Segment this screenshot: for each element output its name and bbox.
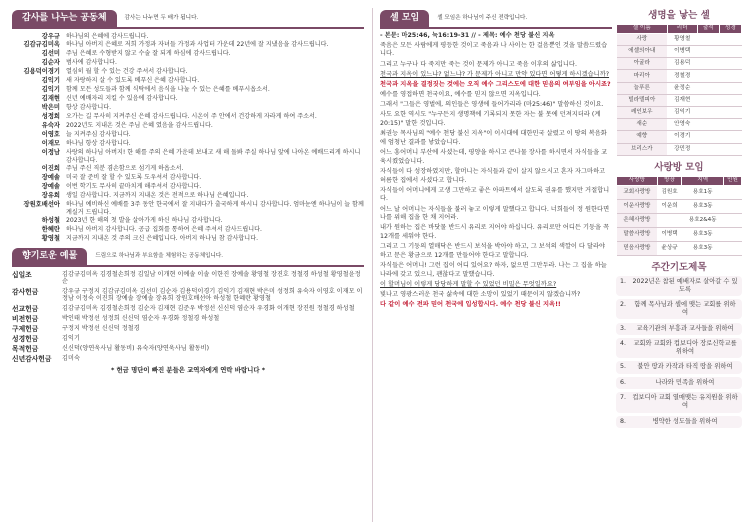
table-cell [724,241,742,255]
offering-category: 비전헌금 [12,314,39,323]
table-cell [719,107,741,119]
table-cell [657,213,681,227]
thanks-text: 하나님 항상 감사합니다. [66,139,131,147]
thanks-row [12,235,364,243]
thanks-text: 신년 예배자리 지킬 수 있음에 감사합니다. [66,95,178,103]
prayer-number: 1. [620,277,627,285]
thanks-name: 이정남 [41,148,60,156]
thanks-text: 열심히 월 할 수 있는 건강 주셔서 감사합니다. [66,68,188,76]
thanks-row [12,192,364,200]
offering-list [12,271,364,363]
thanks-row [12,33,364,41]
table-cell: 사랑 [617,33,668,45]
sermon-body [380,32,612,311]
table-cell [697,58,719,70]
cell-meeting-header [380,10,612,27]
cell-meeting-title: 셀 모임 [380,10,429,27]
offering-names: 박인태 박정선 성정희 신신덕 염순자 우경화 정철경 하성철 [62,314,220,322]
right-column [616,10,742,431]
table-row [617,94,742,106]
thanks-list [12,33,364,244]
prayer-item [616,361,742,373]
table-row [617,119,742,131]
table-cell: 아굴라 [617,58,668,70]
table-row [617,107,742,119]
thanks-text: 새 자랑하지 살 수 있도록 베푸신 은혜 감사합니다. [66,77,200,85]
table-row [617,227,742,241]
table-cell: 용호2&4동 [682,213,724,227]
thanks-row [12,140,364,148]
thanks-name: 김감규김미옥 [23,41,60,49]
table-cell: 이병택 [657,227,681,241]
section-divider [12,27,364,29]
prayer-number: 8. [620,417,627,425]
thanks-row [12,217,364,225]
table-cell: 김익기 [667,107,697,119]
table-header: 사랑방 [617,176,658,185]
offering-names: 김감규김미옥 김경철손희정 김일남 이개현 이예솔 이솔 이한진 장예솔 황영철 장진호 정철경 하성철 황영철윤정순 [62,270,361,286]
thanks-name: 황영철 [41,235,60,243]
table-cell: 용호1동 [682,185,724,199]
sermon-paragraph: 빛나고 영광스러운 천국 삶속에 대한 소망이 있었기 때문이지 않겠습니까? [380,291,581,299]
thanks-name: 장유희 [41,192,60,200]
prayer-text: 함께 목사님과 셀에 맺는 교회를 위하여 [634,301,736,317]
thanks-section-header [12,10,364,27]
prayer-number: 5. [620,363,627,371]
offering-names: 신신덕(양연욱사님 활동비) 유숙자(양연욱사님 활동비) [62,344,210,352]
table-cell: 은혜사랑방 [617,213,658,227]
cells-title: 생명을 낳는 셀 [648,10,710,21]
thanks-row [12,113,364,121]
table-cell [697,82,719,94]
offering-row [12,325,364,333]
sermon-paragraph: 최권능 목사님의 "예수 천당 불신 지옥"이 이시대에 대한민국 살렸고 이 땅의 복음화에 엄청난 결과를 낳았습니다. [380,129,607,146]
thanks-row [12,226,364,234]
table-cell: 빌라델피아 [617,94,668,106]
thanks-name: 김재현 [41,95,60,103]
table-cell: 마리아 [617,70,668,82]
thanks-text: 이번 학기도 무사히 끝마치게 해주셔서 감사합니다. [66,183,202,191]
table-cell [697,46,719,58]
cell-meeting-subtitle: 셀 모임은 하나님이 주신 전략입니다. [437,15,528,21]
table-cell: 김용덕 [667,58,697,70]
sermon-paragraph: 천국과 지옥이 있느냐? 없느냐? 가 문제가 아니고 만약 있다면 어떻게 하시겠습니까? [380,70,610,78]
prayer-number: 2. [620,301,627,309]
table-row [617,199,742,213]
table-cell [724,227,742,241]
table-cell: 이운희 [657,199,681,213]
prayer-item [616,377,742,389]
table-cell [697,94,719,106]
prayer-text: 컵보디아 교회 열매맺는 유지원을 위하여 [632,394,738,410]
prayer-text: 불안 땅과 카작과 타직 땅을 위하여 [637,363,733,371]
sermon-paragraph: 예수를 영접하면 천국이요, 예수를 믿지 않으면 지옥입니다. [380,90,541,98]
sermon-paragraph: 사도 요한 역시도 "누구든지 생명책에 기록되지 못한 자는 불 못에 던져지더라 (계20:15)" 말한 것입니다. [380,110,601,127]
sermon-paragraph: - 본문: 마25:46, 눅16:19-31 // - 제목: 예수 천당 불신 지옥 [380,31,555,39]
offering-names: 김미숙 [62,354,80,362]
table-cell [719,131,741,143]
table-header: 인원 [724,176,742,185]
sermon-paragraph: 자식들이 다 성장하였지만, 할머니는 자식들과 같이 살지 않으시고 혼자 자그마하고 허름한 집에서 사셨다고 합니다. [380,167,606,184]
thanks-row [12,122,364,130]
thanks-text: 생일 감사합니다. 지금까지 지내온 것은 전적으로 하나님 은혜입니다. [66,192,249,200]
prayer-number: 7. [620,394,627,402]
thanks-text: 하나님 아버지 은혜로 저희 가정과 자녀들 가정과 사업터 가운데 22년에 잘 지냈음을 감사드립니다. [66,41,329,49]
offering-category: 선교헌금 [12,304,39,313]
offering-category: 성경헌금 [12,334,39,343]
table-cell: 말씀사랑방 [617,227,658,241]
table-cell [719,119,741,131]
offering-note: * 헌금 명단이 빠진 분들은 교역자에게 연락 바랍니다 * [110,366,266,374]
prayer-text: 나라와 민족을 위하여 [655,378,715,386]
table-cell: 윤정순 [667,82,697,94]
thanks-row [12,86,364,94]
thanks-name: 장예솔 [41,174,60,182]
thanks-text: 사랑의 하나님 아버지! 한 해를 주의 은혜 가운데 보내고 새 해 돌봐 주실 하나님 앞에 나아온 예배드리게 하시니 감사합니다. [66,148,361,164]
thanks-text: 주님 주신 직분 겸손함으로 섬기게 하옵소서. [66,165,184,173]
table-header: 방장 [657,176,681,185]
table-cell: 이병택 [667,46,697,58]
table-cell: 믿음사랑방 [617,241,658,255]
table-cell: 김원호 [657,185,681,199]
offering-category: 목적헌금 [12,344,39,353]
thanks-name: 하성철 [41,217,60,225]
table-cell [719,94,741,106]
table-cell [719,143,741,155]
thanks-name: 성정희 [41,113,60,121]
prayer-item [616,392,742,412]
table-cell: 예향 [617,131,668,143]
table-cell [719,70,741,82]
offering-row [12,335,364,343]
prayer-list [616,276,742,428]
table-cell: 이운사랑방 [617,199,658,213]
table-cell: 이경기 [667,131,697,143]
prayer-item [616,323,742,335]
table-header: 셀 이름 [617,24,668,33]
table-cell: 교회사랑방 [617,185,658,199]
sermon-paragraph: 자식들은 어머니! 그런 집이 어디 있어요? 하자, 없으면 그만두라. 나는 그 집을 하늘나라에 갖고 있으니, 괜찮다고 말했습니다. [380,262,607,279]
table-cell [719,46,741,58]
table-cell [724,213,742,227]
table-cell [719,82,741,94]
thanks-row [12,183,364,191]
thanks-text: 하나님 아버지 감사합니다. 공급 집회를 통하여 은혜 주셔서 감사드립니다. [66,226,262,234]
table-cell: 늘푸른 [617,82,668,94]
column-divider [372,8,373,522]
offering-section-title: 향기로운 예물 [12,248,87,265]
prayer-text: 교육기관의 부흥과 교사들을 위하여 [636,324,734,332]
offering-names: 강우규 구정지 김감규김미옥 김선미 김순자 김용덕이경기 김익기 김재현 박은미 성정희 유숙자 이영호 이재모 이정남 이정숙 이진희 장예솔 장예솔 장유희 장원호배선아 하성철 한혜란 황영철 [62,287,363,303]
prayer-title: 주간기도제목 [651,261,707,273]
table-cell [697,33,719,45]
table-cell [697,107,719,119]
thanks-section-title: 감사를 나누는 공동체 [12,10,117,27]
love-rooms-table [616,176,742,256]
prayer-item [616,416,742,428]
thanks-section-subtitle: 감사는 나누면 두 배가 됩니다. [124,15,199,21]
offering-category: 감사헌금 [12,287,39,296]
thanks-name: 장원호배선아 [23,201,60,209]
thanks-text: 미국 잘 준비 잘 할 수 있도록 도우셔서 감사합니다. [66,174,202,182]
sermon-paragraph: 자식들이 어머니에게 고생 그만하고 좋은 아파트에서 살도록 권유를 했지만 거절합니다. [380,186,610,203]
prayer-text: 교회와 교회와 컵보디아 장로신학교를 위하여 [633,339,737,356]
sermon-paragraph: 천국과 지옥을 결정짓는 것에는 오직 예수 그리스도에 대한 믿음의 여부임을 아시죠? [380,80,611,88]
sermon-paragraph: 어느 날 어머니는 자식들을 불러 놓고 이렇게 말했다고 합니다. 너희들이 정 원한다면 나를 위해 집을 한 채 지어라. [380,205,610,222]
thanks-text: 범사에 감사합니다. [66,59,117,67]
table-row [617,70,742,82]
thanks-text: 늘 지켜주심 감사합니다. [66,130,131,138]
thanks-row [12,104,364,112]
middle-column [380,10,612,311]
table-cell: 안영숙 [667,119,697,131]
offering-names: 김감규김미옥 김경철손희정 김순자 김재현 김준우 박정선 신신덕 염순자 우경화 이개현 장진원 정철경 하성철 [62,304,355,312]
thanks-row [12,59,364,67]
prayer-text: 병약한 성도들을 위하여 [652,417,718,425]
table-cell [697,70,719,82]
offering-section-header [12,248,364,265]
thanks-name: 김익기 [41,86,60,94]
table-cell: 황영철 [667,33,697,45]
table-header: 출석 [697,24,719,33]
left-column [12,10,364,374]
prayer-number: 6. [620,378,627,386]
table-row [617,143,742,155]
prayer-item [616,338,742,358]
thanks-name: 김선미 [41,50,60,58]
prayer-number: 3. [620,324,627,332]
thanks-row [12,165,364,173]
thanks-row [12,50,364,58]
thanks-name: 김익기 [41,77,60,85]
thanks-name: 김순자 [41,59,60,67]
table-cell [724,185,742,199]
thanks-row [12,41,364,49]
table-cell: 용호3동 [682,227,724,241]
offering-category: 신년감사헌금 [12,354,52,363]
thanks-name: 박은미 [41,104,60,112]
table-row [617,58,742,70]
prayer-number: 4. [620,339,627,347]
love-rooms-title: 사랑방 모임 [654,161,704,173]
table-header: 리더 [667,24,697,33]
sermon-paragraph: 그리고 그 기둥의 열매닥은 반드시 보석을 박아야 하고, 그 보석의 색깔이 다 달라야 하고 문은 황금으로 12개를 만들어야 한다고 말합니다. [380,243,606,260]
offering-names: 구정지 박정선 신신덕 정철경 [62,324,140,332]
offering-row [12,355,364,363]
table-header: 성경 [719,24,741,33]
table-cell: 레인보우 [617,107,668,119]
table-cell [697,143,719,155]
table-cell [719,33,741,45]
thanks-name: 장예솔 [41,183,60,191]
cells-table [616,24,742,156]
table-cell [724,199,742,213]
offering-category: 십일조 [12,270,32,279]
table-cell: 강민정 [667,143,697,155]
table-cell [719,58,741,70]
table-cell: 용호3동 [682,199,724,213]
thanks-row [12,201,364,216]
table-cell: 윤상규 [657,241,681,255]
offering-row [12,345,364,353]
thanks-name: 이진희 [41,165,60,173]
table-row [617,82,742,94]
sermon-paragraph: 어느 흥어머니 부산에 사셨는데, 평양을 하시고 큰나물 장사를 하시면서 자식들을 교육시켰었습니다. [380,148,608,165]
thanks-text: 항상 감사합니다. [66,104,112,112]
thanks-text: 하나님의 은혜에 감사드립니다. [66,32,149,40]
offering-section-subtitle: 드림으로 하나님과 부요함을 체험하는 공동체입니다. [95,253,224,260]
thanks-row [12,149,364,164]
offering-row [12,271,364,287]
thanks-row [12,131,364,139]
thanks-text: 2022년도 지내온 것은 주님 은혜 였음을 감사드립니다. [66,122,213,130]
thanks-name: 이영호 [41,130,60,138]
sermon-paragraph: 이 할머님이 이렇게 당당하게 말할 수 있었던 비밀은 무엇일까요? [380,281,557,289]
sermon-paragraph: 다 같이 예수 전파 믿어 천국에 입성합시다. 예수 천당 불신 지옥!! [380,301,561,309]
table-header: 지역 [682,176,724,185]
table-cell: 에셀의아내 [617,46,668,58]
offering-names: 김익기 [62,334,80,342]
prayer-item [616,276,742,296]
thanks-text: 오가는 길 무사히 지켜주신 은혜 감사드립니다. 시온이 주 안에서 건강하게 자라게 하여 주소서. [66,113,317,121]
table-cell: 김재현 [667,94,697,106]
thanks-row [12,95,364,103]
table-row [617,185,742,199]
thanks-text: 하나님 예비하신 예배를 3주 동안 한국에서 잘 지내다가 출국하게 하시니 감사합니다. 엄마눈엔 하나님이 늘 함께 계실거 드립니다. [66,201,364,216]
prayer-item [616,299,742,319]
sermon-paragraph: 내가 원하는 집은 바닷물 반드시 유리로 지어야 하십니다. 유리로만 어디든 기둥을 꼭 12개를 세워야 한다. [380,224,610,241]
section-divider [12,265,364,267]
table-cell: 용호3동 [682,241,724,255]
table-row [617,213,742,227]
offering-category: 구제헌금 [12,324,39,333]
section-divider [380,27,612,29]
table-row [617,131,742,143]
thanks-row [12,77,364,85]
thanks-text: 주님 은혜로 수형받지 않고 수술 잘 되게 하심에 감사드립니다. [66,50,231,58]
sermon-paragraph: 그래서 "그들은 영벌에, 의인들은 영생에 들어가리라 (마25:46)" 말씀하신 것이요. [380,100,604,108]
thanks-text: 함께 모든 성도들과 함께 식탁에서 음식을 나눌 수 있는 은혜를 베푸시옵소서. [66,86,270,94]
prayer-text: 2022년은 참된 예배자로 살아갈 수 있도록 [632,277,738,293]
offering-row [12,315,364,323]
table-cell: 브리스가 [617,143,668,155]
table-cell: 정철경 [667,70,697,82]
sermon-paragraph: 죽음은 모든 사람에게 평등한 것이고 죽음과 나 사이는 한 걸음뿐인 것을 말씀드렸습니다. [380,41,608,58]
thanks-row [12,174,364,182]
table-cell: 새순 [617,119,668,131]
thanks-name: 한혜란 [41,226,60,234]
offering-row [12,288,364,304]
sermon-paragraph: 그리고 누구나 다 죽지만 죽는 것이 문제가 아니고 죽음 이후의 삶입니다. [380,60,577,68]
thanks-name: 김용덕이경기 [23,68,60,76]
table-row [617,241,742,255]
table-row [617,46,742,58]
offering-row [12,305,364,313]
table-cell [697,119,719,131]
thanks-row [12,68,364,76]
table-row [617,33,742,45]
table-cell [697,131,719,143]
thanks-name: 이재모 [41,139,60,147]
thanks-name: 유숙자 [41,122,60,130]
thanks-text: 2023년 한 해의 첫 발을 살아가게 하신 하나님 감사합니다. [66,217,223,225]
thanks-text: 지금까지 지내온 것 주의 크신 은혜입니다. 아버지 하나님 참 감사합니다. [66,235,259,243]
thanks-name: 강우규 [41,32,60,40]
